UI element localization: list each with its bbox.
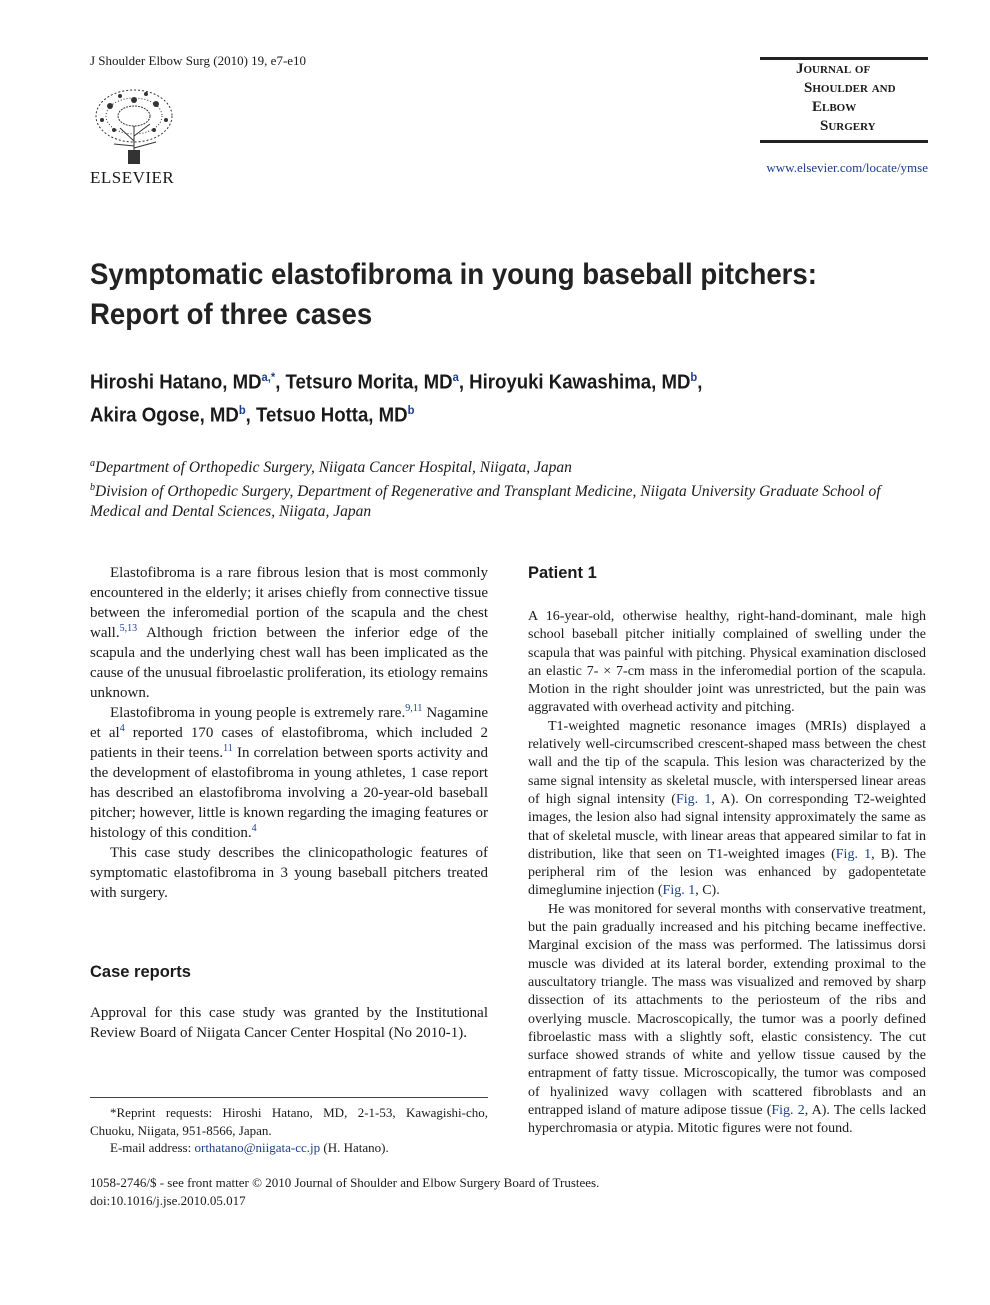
tree-logo-icon: [90, 86, 178, 166]
affiliation-item: $^b$Division of Orthopedic Surgery, Department of Regenerative and Transplant Medicine, Niigata University Graduate School of Medical and Dental Sciences, Niigata, Japan: [90, 482, 881, 521]
author-name: Akira Ogose, MD: [90, 404, 239, 427]
journal-name-line: Journal of: [796, 61, 871, 77]
author-name: Tetsuo Hotta, MD: [256, 404, 408, 427]
footnote: [90, 1104, 488, 1157]
reference-link[interactable]: 11: [223, 743, 233, 754]
author-list: Hiroshi Hatano, $MD^{a,*}$, Tetsuro Morita, $MD^a$, Hiroyuki Kawashima, $MD^b$, Akira Ogose, $MD^b$, Tetsuo Hotta, $MD^b$: [90, 370, 703, 427]
publisher-name: ELSEVIER: [90, 168, 175, 187]
article-title: Symptomatic elastofibroma in young baseball pitchers: Report of three cases: [90, 258, 817, 331]
journal-name-line: Shoulder and: [804, 80, 896, 96]
affiliations: [90, 454, 920, 522]
author-affiliation-mark[interactable]: b: [690, 370, 698, 384]
figure-link[interactable]: Fig. 1: [835, 846, 872, 862]
case-column: [528, 608, 926, 1139]
paragraph: Elastofibroma is a rare fibrous lesion that is most commonly encountered in the elderly; it arises chiefly from connective tissue between the inferomedial portion of the scapula and the chest wall.$^{5,13}$ Although friction between the inferior edge of the scapula and the underlying chest wall has been implicated as the cause of the unusual fibroelastic proliferation, its etiology remains unknown.: [90, 565, 488, 701]
author-name: Hiroyuki Kawashima, MD: [469, 371, 691, 394]
doi-line[interactable]: doi:10.1016/j.jse.2010.05.017: [90, 1193, 246, 1208]
paragraph: A 16-year-old, otherwise healthy, right-hand-dominant, male high school baseball pitcher initially complained of swelling under the scapula that was painful with pitching. Physical examination disclosed an elastic 7- × 7-cm mass in the inferomedial portion of the scapula. Motion in the right shoulder joint was unrestricted, but the pain was aggravated with overhead activity and pitching.: [528, 609, 926, 716]
figure-link[interactable]: Fig. 1: [675, 791, 712, 807]
journal-url-link[interactable]: www.elsevier.com/locate/ymse: [766, 160, 928, 175]
footnote-divider: [90, 1097, 488, 1098]
journal-citation: J Shoulder Elbow Surg (2010) 19, e7-e10: [90, 53, 307, 68]
author-affiliation-mark[interactable]: b: [238, 402, 246, 417]
reference-link[interactable]: 9,11: [405, 703, 423, 714]
paragraph: He was monitored for several months with conservative treatment, but the pain gradually increased and his pitching became ineffective. Marginal excision of the mass was performed. The latissimus dorsi muscle was divided at its lateral border, extending proximal to the auscultatory triangle. The mass was visualized and removed by sharp dissection of its attachments to the periosteum of the ribs and overlying muscle. Macroscopically, the tumor was a poorly defined fibroelastic mass with a slightly soft, elastic consistency. The cut surface showed strands of white and yellow tissue caused by the entrapment of fatty tissue. Microscopically, the tumor was composed of hyalinized wavy collagen with scattered fibroblasts and an entrapped island of mature adipose tissue (Fig. 2, A). The cells lacked hyperchromasia or atypia. Mitotic figures were not found.: [528, 901, 926, 1137]
reference-link[interactable]: 5,13: [119, 623, 138, 634]
author-affiliation-mark[interactable]: a,*: [261, 370, 276, 384]
section-heading: Case reports: [90, 963, 191, 981]
divider: [760, 140, 928, 143]
intro-column: [90, 563, 488, 903]
elsevier-logo: [90, 86, 180, 188]
page-footer: [90, 1174, 599, 1210]
author-name: Tetsuro Morita, MD: [285, 371, 453, 394]
approval-paragraph: Approval for this case study was granted by the Institutional Review Board of Niigata Cancer Center Hospital (No 2010-1).: [90, 1005, 488, 1041]
figure-link[interactable]: Fig. 1: [662, 883, 696, 899]
paragraph: T1-weighted magnetic resonance images (MRIs) displayed a relatively well-circumscribed crescent-shaped mass between the chest wall and the tip of the scapula. This lesion was characterized by the same signal intensity as skeletal muscle, with interspersed linear areas of high signal intensity (Fig. 1, A). On corresponding T2-weighted images, the lesion also had signal intensity approximately the same as that of skeletal muscle, with linear areas that appeared similar to fat in distribution, like that seen on T1-weighted images (Fig. 1, B). The peripheral rim of the lesion was enhanced by gadopentetate dimeglumine injection (Fig. 1, C).: [528, 718, 926, 899]
reference-link[interactable]: 4: [119, 723, 125, 734]
affiliation-item: $^a$Department of Orthopedic Surgery, Niigata Cancer Hospital, Niigata, Japan: [90, 458, 572, 477]
journal-logo: [760, 57, 928, 143]
journal-name-line: Surgery: [820, 118, 876, 134]
reference-link[interactable]: 4: [251, 823, 257, 834]
paragraph: Elastofibroma in young people is extremely rare.$^{9,11}$ Nagamine et al$^4$ reported 170 cases of elastofibroma, which included 2 patients in their teens.$^{11}$ In correlation between sports activity and the development of elastofibroma in young athletes, 1 case report has described an elastofibroma involving a 20-year-old baseball pitcher; however, little is known regarding the imaging features or histology of this condition.$^4$: [90, 703, 488, 841]
section-heading: Patient 1: [528, 564, 597, 582]
figure-link[interactable]: Fig. 2: [771, 1103, 805, 1119]
email-link[interactable]: orthatano@niigata-cc.jp: [194, 1140, 321, 1155]
footnote-email: E-mail address: orthatano@niigata-cc.jp (H. Hatano).: [110, 1140, 389, 1155]
paragraph: This case study describes the clinicopathologic features of symptomatic elastofibroma in 3 young baseball pitchers treated with surgery.: [90, 845, 488, 901]
footnote-reprint: *Reprint requests: Hiroshi Hatano, MD, 2-1-53, Kawagishi-cho, Chuoku, Niigata, 951-8566, Japan.: [90, 1105, 488, 1138]
author-name: Hiroshi Hatano, MD: [90, 371, 262, 394]
journal-name-line: Elbow: [812, 99, 857, 115]
author-affiliation-mark[interactable]: b: [407, 402, 415, 417]
author-affiliation-mark[interactable]: a: [452, 370, 459, 384]
issn-line: 1058-2746/$ - see front matter © 2010 Journal of Shoulder and Elbow Surgery Board of Trustees.: [90, 1175, 600, 1190]
